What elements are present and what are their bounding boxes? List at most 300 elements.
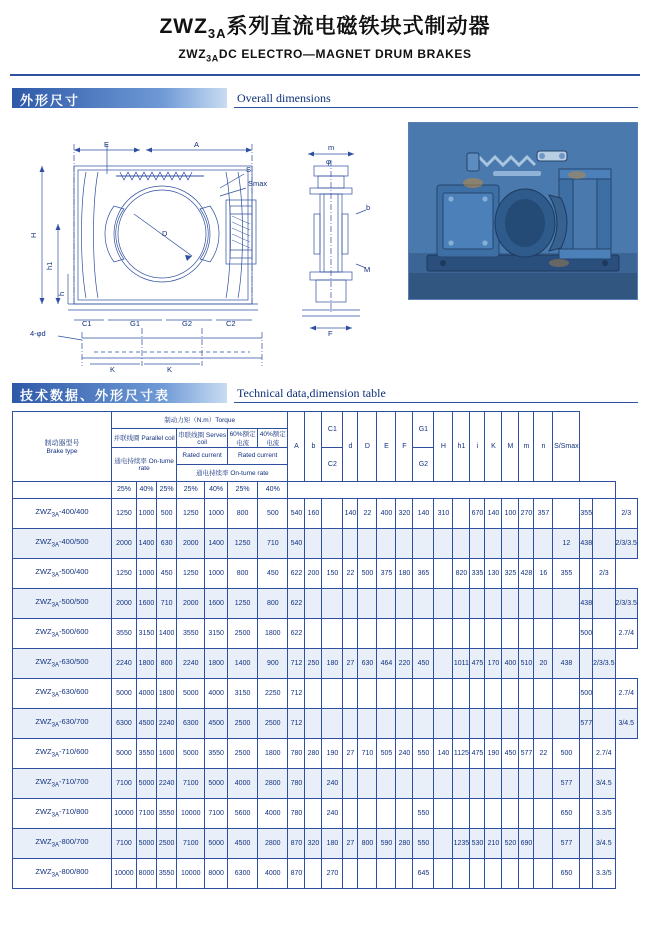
th-K: K bbox=[485, 411, 502, 481]
cell: 577 bbox=[519, 738, 534, 768]
cell bbox=[343, 858, 358, 888]
th-pct-0: 25% bbox=[112, 481, 137, 498]
cell bbox=[502, 618, 519, 648]
cell: 428 bbox=[519, 558, 534, 588]
table-row bbox=[13, 858, 638, 888]
svg-text:H: H bbox=[29, 232, 38, 238]
cell: 520 bbox=[502, 828, 519, 858]
cell bbox=[434, 588, 453, 618]
cell: 190 bbox=[322, 738, 343, 768]
cell bbox=[553, 588, 580, 618]
cell: 645 bbox=[413, 858, 434, 888]
section-bar-overall-dimensions bbox=[12, 88, 638, 108]
cell: 712 bbox=[288, 648, 305, 678]
cell: 3.3/5 bbox=[593, 858, 615, 888]
cell: 475 bbox=[470, 648, 485, 678]
cell: 450 bbox=[157, 558, 177, 588]
cell: 670 bbox=[470, 498, 485, 528]
cell bbox=[519, 678, 534, 708]
cell: 7100 bbox=[205, 798, 228, 828]
cell: 622 bbox=[288, 558, 305, 588]
cell: 4500 bbox=[227, 828, 257, 858]
cell: 2/3 bbox=[615, 498, 637, 528]
cell: 710 bbox=[358, 738, 377, 768]
cell bbox=[580, 798, 593, 828]
th-parallel-coil: 并联线圈 Parallel coil bbox=[112, 428, 177, 447]
cell-brake-type: $ZWZ_{3A}-710/600$ bbox=[13, 738, 112, 768]
cell: 2240 bbox=[177, 648, 205, 678]
cell: 16 bbox=[534, 558, 553, 588]
cell bbox=[470, 618, 485, 648]
cell bbox=[305, 858, 322, 888]
cell bbox=[305, 528, 322, 558]
th-C1: C1 bbox=[322, 411, 343, 447]
cell bbox=[485, 858, 502, 888]
cell bbox=[377, 768, 396, 798]
cell: 2/3 bbox=[593, 558, 615, 588]
title-en-post: DC ELECTRO—MAGNET DRUM BRAKES bbox=[218, 47, 472, 62]
cell: 180 bbox=[396, 558, 413, 588]
cell: 27 bbox=[343, 738, 358, 768]
cell bbox=[434, 528, 453, 558]
cell bbox=[434, 678, 453, 708]
cell bbox=[593, 588, 615, 618]
cell: 140 bbox=[343, 498, 358, 528]
th-pct-4: 40% bbox=[205, 481, 228, 498]
cell: 3150 bbox=[227, 678, 257, 708]
cell bbox=[519, 528, 534, 558]
section-underline bbox=[234, 107, 638, 108]
th-G2: G2 bbox=[413, 447, 434, 481]
cell: 3.3/5 bbox=[593, 798, 615, 828]
cell: 438 bbox=[553, 648, 580, 678]
cell: 450 bbox=[258, 558, 288, 588]
cell: 577 bbox=[553, 768, 580, 798]
table-head bbox=[13, 411, 638, 498]
cell bbox=[434, 768, 453, 798]
cell: 140 bbox=[485, 498, 502, 528]
cell bbox=[519, 768, 534, 798]
cell: 22 bbox=[343, 558, 358, 588]
cell bbox=[434, 858, 453, 888]
drawing-area bbox=[12, 114, 638, 379]
th-rated-current-2: Rated current bbox=[227, 447, 287, 464]
product-photo bbox=[408, 122, 638, 300]
cell bbox=[343, 768, 358, 798]
cell: 690 bbox=[519, 828, 534, 858]
cell: 5000 bbox=[136, 828, 156, 858]
cell bbox=[322, 618, 343, 648]
cell: 650 bbox=[553, 858, 580, 888]
cell: 355 bbox=[553, 558, 580, 588]
table-head-row-5 bbox=[13, 481, 638, 498]
cell bbox=[580, 768, 593, 798]
cell: 22 bbox=[358, 498, 377, 528]
cell bbox=[453, 858, 470, 888]
cell bbox=[396, 588, 413, 618]
table-row bbox=[13, 588, 638, 618]
cell: 780 bbox=[288, 768, 305, 798]
cell bbox=[322, 528, 343, 558]
section-title-en: Overall dimensions bbox=[237, 90, 331, 105]
cell bbox=[434, 828, 453, 858]
cell bbox=[502, 858, 519, 888]
cell: 550 bbox=[413, 738, 434, 768]
section-title-en-2: Technical data,dimension table bbox=[237, 385, 386, 400]
svg-text:φ: φ bbox=[326, 156, 331, 166]
cell: 7100 bbox=[112, 768, 137, 798]
cell bbox=[534, 708, 553, 738]
title-cn-sub: 3A bbox=[207, 26, 227, 42]
cell bbox=[453, 618, 470, 648]
cell: 6300 bbox=[177, 708, 205, 738]
cell: 320 bbox=[396, 498, 413, 528]
cell: 2/3/3.5 bbox=[615, 528, 637, 558]
cell: 3550 bbox=[205, 738, 228, 768]
cell bbox=[322, 498, 343, 528]
cell: 400 bbox=[502, 648, 519, 678]
svg-text:G1: G1 bbox=[130, 318, 141, 328]
cell: 10000 bbox=[112, 858, 137, 888]
cell: 150 bbox=[322, 558, 343, 588]
cell: 540 bbox=[288, 498, 305, 528]
cell: 1000 bbox=[136, 558, 156, 588]
cell: 622 bbox=[288, 588, 305, 618]
section-bar-technical-data bbox=[12, 383, 638, 403]
cell: 140 bbox=[413, 498, 434, 528]
cell: 3150 bbox=[205, 618, 228, 648]
th-pct-6: 40% bbox=[258, 481, 288, 498]
cell: 2500 bbox=[157, 828, 177, 858]
svg-text:D: D bbox=[162, 228, 168, 238]
cell: 1125 bbox=[453, 738, 470, 768]
cell bbox=[485, 528, 502, 558]
th-ontime-rate-1: 通电持续率 On-tume rate bbox=[112, 447, 177, 481]
cell bbox=[502, 588, 519, 618]
cell: 400 bbox=[377, 498, 396, 528]
table-row bbox=[13, 678, 638, 708]
cell bbox=[580, 648, 593, 678]
cell bbox=[534, 768, 553, 798]
cell: 2.7/4 bbox=[615, 678, 637, 708]
cell: 900 bbox=[258, 648, 288, 678]
cell bbox=[534, 588, 553, 618]
cell bbox=[593, 708, 615, 738]
cell bbox=[534, 798, 553, 828]
cell bbox=[453, 678, 470, 708]
th-F: F bbox=[396, 411, 413, 481]
cell: 5600 bbox=[227, 798, 257, 828]
cell bbox=[502, 768, 519, 798]
cell: 5000 bbox=[205, 828, 228, 858]
th-rated-current-1: Rated current bbox=[177, 447, 228, 464]
cell bbox=[534, 528, 553, 558]
cell bbox=[322, 678, 343, 708]
cell: 3/4.5 bbox=[593, 768, 615, 798]
cell: 220 bbox=[396, 648, 413, 678]
cell: 630 bbox=[157, 528, 177, 558]
cell: 335 bbox=[470, 558, 485, 588]
cell bbox=[502, 528, 519, 558]
cell bbox=[485, 798, 502, 828]
cell bbox=[396, 678, 413, 708]
cell: 577 bbox=[553, 828, 580, 858]
title-cn-post: 系列直流电磁铁块式制动器 bbox=[226, 15, 491, 38]
cell bbox=[358, 798, 377, 828]
cell: 140 bbox=[434, 738, 453, 768]
cell: 2240 bbox=[157, 708, 177, 738]
cell: 4500 bbox=[136, 708, 156, 738]
cell bbox=[358, 678, 377, 708]
cell: 2240 bbox=[157, 768, 177, 798]
cell: 3550 bbox=[157, 858, 177, 888]
svg-text:b: b bbox=[366, 202, 371, 212]
cell: 870 bbox=[288, 858, 305, 888]
cell bbox=[377, 618, 396, 648]
th-D: D bbox=[358, 411, 377, 481]
cell: 505 bbox=[377, 738, 396, 768]
cell bbox=[534, 678, 553, 708]
cell: 1400 bbox=[205, 528, 228, 558]
th-S-Smax: S/Smax bbox=[553, 411, 580, 481]
cell: 800 bbox=[358, 828, 377, 858]
cell: 7100 bbox=[177, 828, 205, 858]
th-pct-2: 25% bbox=[157, 481, 177, 498]
cell bbox=[343, 588, 358, 618]
th-M: M bbox=[502, 411, 519, 481]
cell: 712 bbox=[288, 708, 305, 738]
cell: 160 bbox=[305, 498, 322, 528]
cell: 1000 bbox=[136, 498, 156, 528]
svg-text:Smax: Smax bbox=[248, 178, 268, 188]
cell bbox=[305, 678, 322, 708]
cell: 1250 bbox=[112, 498, 137, 528]
table-row bbox=[13, 618, 638, 648]
section-title-cn-2: 技术数据、外形尺寸表 bbox=[20, 387, 171, 403]
cell: 438 bbox=[580, 528, 593, 558]
cell: 1600 bbox=[136, 588, 156, 618]
cell: 464 bbox=[377, 648, 396, 678]
svg-text:E: E bbox=[104, 139, 110, 149]
svg-text:A: A bbox=[194, 139, 200, 149]
cell bbox=[343, 708, 358, 738]
cell: 1000 bbox=[205, 498, 228, 528]
cell: 510 bbox=[519, 648, 534, 678]
cell bbox=[343, 678, 358, 708]
cell bbox=[413, 678, 434, 708]
cell bbox=[434, 618, 453, 648]
cell bbox=[470, 798, 485, 828]
cell: 100 bbox=[502, 498, 519, 528]
cell bbox=[377, 528, 396, 558]
cell-brake-type: $ZWZ_{3A}-710/700$ bbox=[13, 768, 112, 798]
cell: 2000 bbox=[112, 588, 137, 618]
cell bbox=[396, 858, 413, 888]
th-C2: C2 bbox=[322, 447, 343, 481]
cell bbox=[305, 588, 322, 618]
cell: 7100 bbox=[112, 828, 137, 858]
cell: 870 bbox=[288, 828, 305, 858]
cell: 800 bbox=[227, 558, 257, 588]
cell: 200 bbox=[305, 558, 322, 588]
cell: 2500 bbox=[227, 738, 257, 768]
cell: 250 bbox=[305, 648, 322, 678]
cell-brake-type: $ZWZ_{3A}-500/400$ bbox=[13, 558, 112, 588]
th-pct-filler bbox=[288, 481, 615, 498]
table-row bbox=[13, 768, 638, 798]
title-en-pre: ZWZ bbox=[178, 47, 207, 62]
cell bbox=[396, 528, 413, 558]
technical-data-table bbox=[12, 411, 638, 889]
cell: 3550 bbox=[157, 798, 177, 828]
cell-brake-type: $ZWZ_{3A}-800/800$ bbox=[13, 858, 112, 888]
cell: 8000 bbox=[136, 858, 156, 888]
page-header bbox=[0, 0, 650, 64]
cell: 2800 bbox=[258, 768, 288, 798]
cell bbox=[413, 528, 434, 558]
cell: 500 bbox=[580, 678, 593, 708]
cell bbox=[485, 678, 502, 708]
header-divider bbox=[10, 74, 640, 76]
cell bbox=[358, 708, 377, 738]
cell bbox=[553, 708, 580, 738]
cell bbox=[413, 708, 434, 738]
cell: 2.7/4 bbox=[615, 618, 637, 648]
cell: 12 bbox=[553, 528, 580, 558]
cell: 180 bbox=[322, 828, 343, 858]
cell-brake-type: $ZWZ_{3A}-630/700$ bbox=[13, 708, 112, 738]
cell-brake-type: $ZWZ_{3A}-630/600$ bbox=[13, 678, 112, 708]
cell: 2250 bbox=[258, 678, 288, 708]
th-A: A bbox=[288, 411, 305, 481]
svg-text:4-φd: 4-φd bbox=[30, 328, 46, 338]
cell bbox=[434, 708, 453, 738]
th-E: E bbox=[377, 411, 396, 481]
cell: 590 bbox=[377, 828, 396, 858]
cell: 320 bbox=[305, 828, 322, 858]
section-title-cn: 外形尺寸 bbox=[20, 92, 81, 108]
technical-drawing-front-side bbox=[12, 114, 408, 374]
cell: 712 bbox=[288, 678, 305, 708]
cell bbox=[485, 708, 502, 738]
cell: 780 bbox=[288, 738, 305, 768]
th-torque: 制动力矩（N.m）Torque bbox=[112, 411, 288, 428]
cell: 530 bbox=[470, 828, 485, 858]
th-rated-40: 40%额定电流 bbox=[258, 428, 288, 447]
cell: 4000 bbox=[227, 768, 257, 798]
th-rated-60: 60%额定电流 bbox=[227, 428, 257, 447]
cell bbox=[485, 618, 502, 648]
cell: 4000 bbox=[258, 798, 288, 828]
cell: 210 bbox=[485, 828, 502, 858]
cell bbox=[434, 798, 453, 828]
cell bbox=[377, 708, 396, 738]
cell: 6300 bbox=[112, 708, 137, 738]
cell bbox=[580, 828, 593, 858]
cell: 280 bbox=[396, 828, 413, 858]
cell bbox=[519, 618, 534, 648]
cell bbox=[519, 858, 534, 888]
cell bbox=[453, 798, 470, 828]
svg-text:K: K bbox=[167, 364, 173, 374]
cell: 4000 bbox=[258, 858, 288, 888]
page-title-cn bbox=[0, 10, 650, 41]
cell bbox=[434, 558, 453, 588]
cell bbox=[534, 858, 553, 888]
svg-text:m: m bbox=[328, 142, 335, 152]
cell: 500 bbox=[553, 738, 580, 768]
cell: 1600 bbox=[205, 588, 228, 618]
th-m: m bbox=[519, 411, 534, 481]
cell: 170 bbox=[485, 648, 502, 678]
cell: 2/3/3.5 bbox=[593, 648, 615, 678]
cell bbox=[470, 858, 485, 888]
cell: 310 bbox=[434, 498, 453, 528]
cell bbox=[519, 798, 534, 828]
cell: 280 bbox=[305, 738, 322, 768]
th-brake-type bbox=[13, 411, 112, 481]
table-row bbox=[13, 798, 638, 828]
cell: 357 bbox=[534, 498, 553, 528]
cell: 4000 bbox=[136, 678, 156, 708]
cell bbox=[413, 618, 434, 648]
cell-brake-type: $ZWZ_{3A}-630/500$ bbox=[13, 648, 112, 678]
cell: 3550 bbox=[112, 618, 137, 648]
cell bbox=[377, 588, 396, 618]
cell: 4500 bbox=[205, 708, 228, 738]
cell: 1800 bbox=[205, 648, 228, 678]
cell: 2500 bbox=[227, 708, 257, 738]
cell bbox=[593, 498, 615, 528]
cell bbox=[434, 648, 453, 678]
cell: 5000 bbox=[177, 738, 205, 768]
cell bbox=[377, 858, 396, 888]
cell: 1000 bbox=[205, 558, 228, 588]
svg-text:h1: h1 bbox=[45, 261, 54, 270]
cell: 2.7/4 bbox=[593, 738, 615, 768]
cell: 1400 bbox=[157, 618, 177, 648]
cell bbox=[358, 618, 377, 648]
cell: 27 bbox=[343, 648, 358, 678]
cell: 540 bbox=[288, 528, 305, 558]
cell-brake-type: $ZWZ_{3A}-400/500$ bbox=[13, 528, 112, 558]
th-h1: h1 bbox=[453, 411, 470, 481]
cell: 1250 bbox=[177, 498, 205, 528]
cell: 1800 bbox=[258, 618, 288, 648]
cell bbox=[396, 708, 413, 738]
cell: 2240 bbox=[112, 648, 137, 678]
cell bbox=[453, 708, 470, 738]
cell bbox=[377, 678, 396, 708]
cell: 820 bbox=[453, 558, 470, 588]
cell: 5000 bbox=[112, 738, 137, 768]
cell bbox=[502, 678, 519, 708]
cell bbox=[534, 828, 553, 858]
cell bbox=[470, 678, 485, 708]
cell: 1250 bbox=[227, 528, 257, 558]
cell: 500 bbox=[258, 498, 288, 528]
title-en-sub: 3A bbox=[206, 53, 219, 64]
cell: 710 bbox=[258, 528, 288, 558]
cell bbox=[485, 768, 502, 798]
cell bbox=[453, 588, 470, 618]
cell: 240 bbox=[322, 798, 343, 828]
cell bbox=[580, 738, 593, 768]
cell bbox=[343, 618, 358, 648]
cell bbox=[358, 858, 377, 888]
cell: 3550 bbox=[177, 618, 205, 648]
cell: 1800 bbox=[258, 738, 288, 768]
